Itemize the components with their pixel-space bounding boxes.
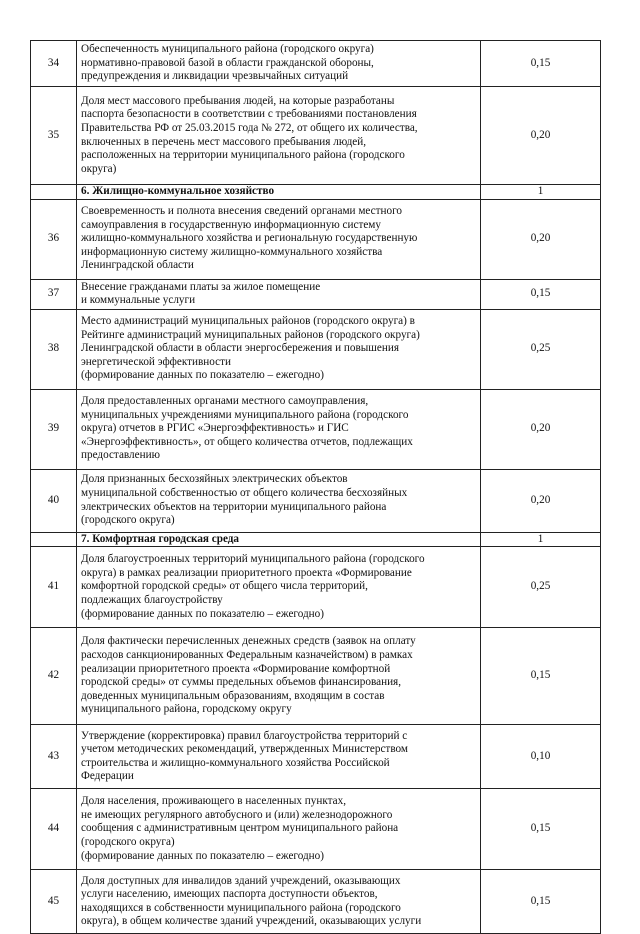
description-line: 6. Жилищно-коммунальное хозяйство	[81, 185, 275, 197]
description-line: находящихся в собственности муниципального района (городского	[81, 901, 401, 914]
description-line: электрических объектов на территории муниципального района	[81, 500, 387, 513]
description-line: Федерации	[81, 770, 134, 783]
indicator-description	[77, 87, 481, 185]
description-line: «Энергоэффективность», от общего количества отчетов, подлежащих	[81, 435, 413, 448]
indicator-description	[77, 628, 481, 725]
description-line: энергетической эффективности	[81, 355, 231, 368]
row-number: 38	[31, 309, 77, 389]
description-line: включенных в перечень мест массового пребывания людей,	[81, 135, 367, 148]
description-line: доведенных муниципальным образованиям, входящим в состав	[81, 689, 385, 702]
description-line: нормативно-правовой базой в области гражданской обороны,	[81, 56, 374, 69]
table-row	[31, 199, 601, 279]
description-line: Доля доступных для инвалидов зданий учреждений, оказывающих	[81, 874, 401, 887]
description-line: Рейтинге администраций муниципальных районов (городского округа)	[81, 328, 420, 341]
description-line: Доля благоустроенных территорий муниципального района (городского	[81, 553, 425, 566]
description-line: Своевременность и полнота внесения сведений органами местного	[81, 205, 403, 218]
description-line: Внесение гражданами платы за жилое помещение	[81, 280, 321, 293]
weight-value: 0,15	[481, 870, 601, 934]
table-row	[31, 389, 601, 469]
table-row	[31, 309, 601, 389]
description-line: округа), в общем количестве зданий учреждений, оказывающих услуги	[81, 915, 422, 928]
description-line: предупреждения и ликвидации чрезвычайных ситуаций	[81, 70, 349, 83]
weight-value: 1	[481, 532, 601, 547]
description-line: услуги населению, имеющих паспорта доступности объектов,	[81, 888, 378, 901]
description-line: Ленинградской области	[81, 259, 194, 272]
weight-value: 0,15	[481, 789, 601, 870]
description-line: предоставлению	[81, 449, 160, 462]
table-row	[31, 41, 601, 87]
row-number: 43	[31, 725, 77, 789]
indicator-description	[77, 469, 481, 532]
description-line: не имеющих регулярного автобусного и (или) железнодорожного	[81, 808, 393, 821]
description-line: (формирование данных по показателю – ежегодно)	[81, 369, 324, 382]
description-line: Доля населения, проживающего в населенных пунктах,	[81, 795, 347, 808]
description-line: Ленинградской области в области энергосбережения и повышения	[81, 342, 399, 355]
weight-value: 0,25	[481, 309, 601, 389]
description-line: строительства и жилищно-коммунального хозяйства Российской	[81, 756, 390, 769]
row-number: 45	[31, 870, 77, 934]
description-line: информационную систему жилищно-коммунального хозяйства	[81, 245, 383, 258]
weight-value: 0,15	[481, 279, 601, 309]
indicator-description	[77, 389, 481, 469]
description-line: сообщения с административным центром муниципального района	[81, 822, 399, 835]
description-line: городской среды» от суммы предельных объемов финансирования,	[81, 676, 401, 689]
weight-value: 0,20	[481, 87, 601, 185]
description-line: Доля мест массового пребывания людей, на которые разработаны	[81, 94, 395, 107]
row-number	[31, 532, 77, 547]
row-number: 40	[31, 469, 77, 532]
description-line: паспорта безопасности в соответствии с требованиями постановления	[81, 108, 417, 121]
table-row	[31, 725, 601, 789]
weight-value: 0,15	[481, 41, 601, 87]
description-line: Место администраций муниципальных районов (городского округа) в	[81, 315, 415, 328]
weight-value: 0,15	[481, 628, 601, 725]
table-row	[31, 279, 601, 309]
row-number: 42	[31, 628, 77, 725]
description-line: жилищно-коммунального хозяйства и региональную государственную	[81, 232, 418, 245]
indicator-description	[77, 309, 481, 389]
indicator-description	[77, 199, 481, 279]
description-line: Обеспеченность муниципального района (городского округа)	[81, 43, 374, 56]
description-line: расходов санкционированных Федеральным казначейством) в рамках	[81, 649, 413, 661]
indicator-table	[30, 40, 601, 934]
row-number: 34	[31, 41, 77, 87]
description-line: муниципальной собственностью от общего количества бесхозяйных	[81, 487, 408, 499]
table-row	[31, 789, 601, 870]
table-row	[31, 547, 601, 628]
description-line: округа)	[81, 162, 117, 175]
indicator-description	[77, 725, 481, 789]
row-number: 41	[31, 547, 77, 628]
indicator-table-container	[30, 40, 600, 934]
row-number: 37	[31, 279, 77, 309]
description-line: (формирование данных по показателю – ежегодно)	[81, 607, 324, 620]
description-line: комфортной городской среды» от общего числа территорий,	[81, 580, 368, 593]
row-number: 39	[31, 389, 77, 469]
row-number: 36	[31, 199, 77, 279]
section-row	[31, 532, 601, 547]
indicator-description	[77, 870, 481, 934]
weight-value: 0,20	[481, 199, 601, 279]
table-row	[31, 469, 601, 532]
description-line: Доля предоставленных органами местного самоуправления,	[81, 395, 369, 408]
indicator-description	[77, 279, 481, 309]
table-row	[31, 87, 601, 185]
description-line: Доля признанных бесхозяйных электрических объектов	[81, 473, 348, 486]
description-line: учетом методических рекомендаций, утвержденных Министерством	[81, 743, 408, 756]
description-line: расположенных на территории муниципального района (городского	[81, 149, 405, 162]
description-line: (формирование данных по показателю – ежегодно)	[81, 849, 324, 862]
description-line: муниципального района, городскому округу	[81, 703, 292, 716]
weight-value: 0,25	[481, 547, 601, 628]
description-line: муниципальных учреждениями муниципального района (городского	[81, 408, 409, 421]
table-row	[31, 628, 601, 725]
row-number	[31, 185, 77, 200]
row-number: 44	[31, 789, 77, 870]
section-title	[77, 185, 481, 200]
weight-value: 0,20	[481, 469, 601, 532]
description-line: (городского округа)	[81, 835, 175, 848]
table-row	[31, 870, 601, 934]
description-line: реализации приоритетного проекта «Формирование комфортной	[81, 662, 391, 675]
section-title	[77, 532, 481, 547]
indicator-description	[77, 547, 481, 628]
description-line: округа) отчетов в РГИС «Энергоэффективность» и ГИС	[81, 422, 349, 435]
weight-value: 0,20	[481, 389, 601, 469]
weight-value: 0,10	[481, 725, 601, 789]
row-number: 35	[31, 87, 77, 185]
description-line: округа) в рамках реализации приоритетного проекта «Формирование	[81, 566, 412, 579]
description-line: (городского округа)	[81, 514, 175, 527]
description-line: подлежащих благоустройству	[81, 593, 223, 606]
section-row	[31, 185, 601, 200]
description-line: Правительства РФ от 25.03.2015 года № 272, от общего их количества,	[81, 121, 418, 134]
description-line: Доля фактически перечисленных денежных средств (заявок на оплату	[81, 635, 416, 648]
indicator-table-body	[31, 41, 601, 934]
description-line: самоуправления в государственную информационную систему	[81, 218, 381, 231]
description-line: 7. Комфортная городская среда	[81, 532, 240, 545]
indicator-description	[77, 789, 481, 870]
description-line: Утверждение (корректировка) правил благоустройства территорий с	[81, 729, 408, 742]
description-line: и коммунальные услуги	[81, 294, 196, 307]
weight-value: 1	[481, 185, 601, 200]
indicator-description	[77, 41, 481, 87]
